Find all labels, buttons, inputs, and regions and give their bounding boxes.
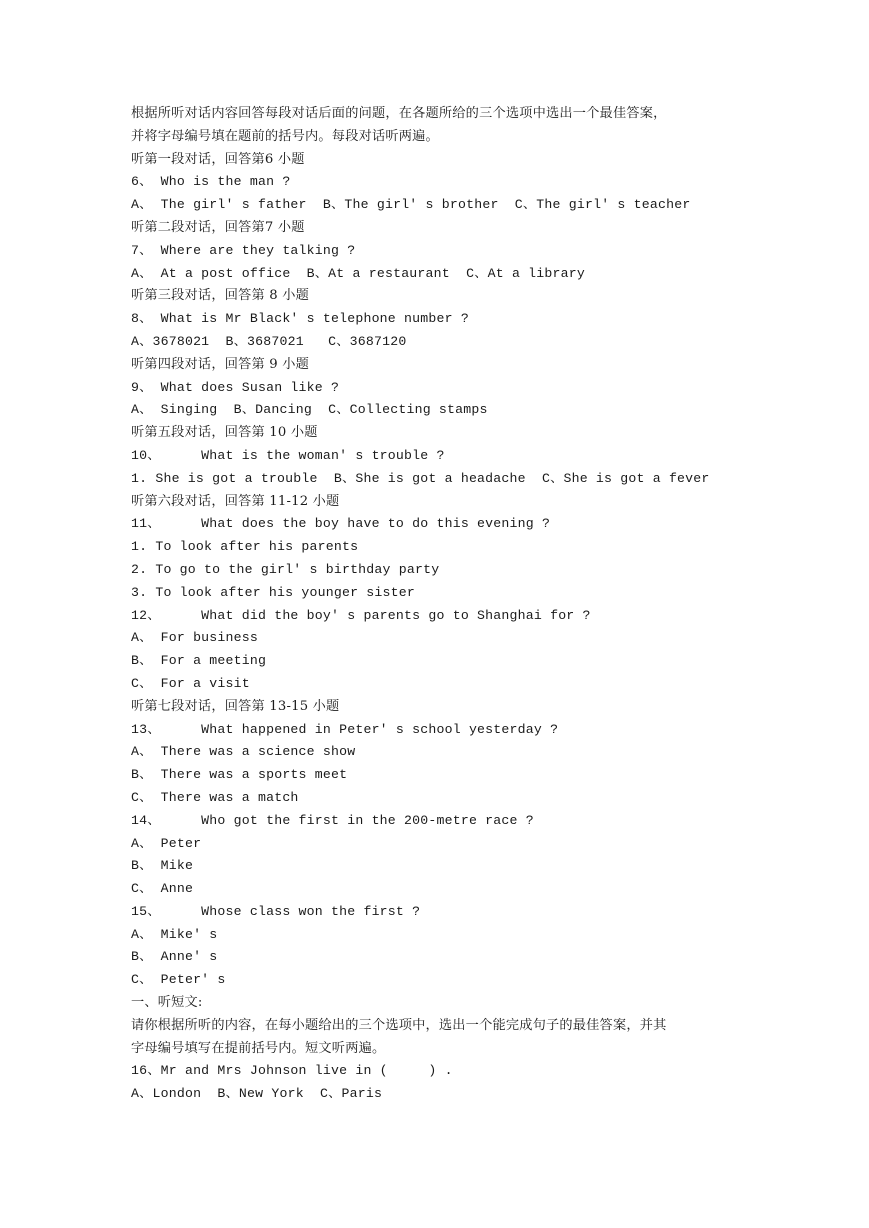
options-10: 1. She is got a trouble B、She is got a headache C、She is got a fever [131,470,710,486]
section-heading-1: 听第一段对话，回答第6 小题 [131,151,305,167]
section-heading-5: 听第五段对话，回答第 10 小题 [131,425,318,441]
option-14-c: C、 Anne [131,881,194,897]
question-13: 13、 What happened in Peter′ s school yesterday ? [131,721,559,737]
passage-instruction-line-1: 请你根据所听的内容，在每小题给出的三个选项中，选出一个能完成句子的最佳答案，并其 [131,1017,667,1033]
question-10: 10、 What is the woman′ s trouble ? [131,447,445,463]
question-9: 9、 What does Susan like ? [131,379,340,395]
option-11-3: 3. To look after his younger sister [131,584,415,600]
option-12-a: A、 For business [131,630,258,646]
option-15-b: B、 Anne′ s [131,949,218,965]
document-body [131,103,751,1106]
options-9: A、 Singing B、Dancing C、Collecting stamps [131,402,488,418]
section-heading-4: 听第四段对话，回答第 9 小题 [131,356,310,372]
option-12-c: C、 For a visit [131,675,250,691]
option-12-b: B、 For a meeting [131,653,267,669]
question-7: 7、 Where are they talking ? [131,242,356,258]
question-15: 15、 Whose class won the first ? [131,903,421,919]
question-14: 14、 Who got the first in the 200-metre race ? [131,812,534,828]
section-heading-7: 听第七段对话，回答第 13-15 小题 [131,698,340,714]
instruction-line-2: 并将字母编号填在题前的括号内。每段对话听两遍。 [131,128,439,144]
passage-instruction-line-2: 字母编号填写在提前括号内。短文听两遍。 [131,1040,386,1056]
question-6: 6、 Who is the man ? [131,174,291,190]
question-16: 16、Mr and Mrs Johnson live in ( ) . [131,1063,453,1079]
question-8: 8、 What is Mr Black′ s telephone number ? [131,311,469,327]
option-13-a: A、 There was a science show [131,744,356,760]
options-6: A、 The girl′ s father B、The girl′ s brother C、The girl′ s teacher [131,197,691,213]
section-heading-3: 听第三段对话，回答第 8 小题 [131,288,310,304]
option-15-a: A、 Mike′ s [131,926,218,942]
part-heading-listening-passage: 一、听短文: [131,995,203,1011]
option-11-2: 2. To go to the girl′ s birthday party [131,561,440,577]
section-heading-2: 听第二段对话，回答第7 小题 [131,219,305,235]
section-heading-6: 听第六段对话，回答第 11-12 小题 [131,493,340,509]
instruction-line-1: 根据所听对话内容回答每段对话后面的问题，在各题所给的三个选项中选出一个最佳答案， [131,106,667,121]
option-15-c: C、 Peter′ s [131,972,226,988]
options-16: A、London B、New York C、Paris [131,1086,383,1102]
option-14-a: A、 Peter [131,835,202,851]
options-7: A、 At a post office B、At a restaurant C、At a library [131,265,585,281]
option-13-b: B、 There was a sports meet [131,767,348,783]
options-8: A、3678021 B、3687021 C、3687120 [131,333,407,349]
question-11: 11、 What does the boy have to do this evening ? [131,516,551,532]
question-12: 12、 What did the boy′ s parents go to Shanghai for ? [131,607,591,623]
option-14-b: B、 Mike [131,858,194,874]
option-11-1: 1. To look after his parents [131,539,359,555]
option-13-c: C、 There was a match [131,789,299,805]
